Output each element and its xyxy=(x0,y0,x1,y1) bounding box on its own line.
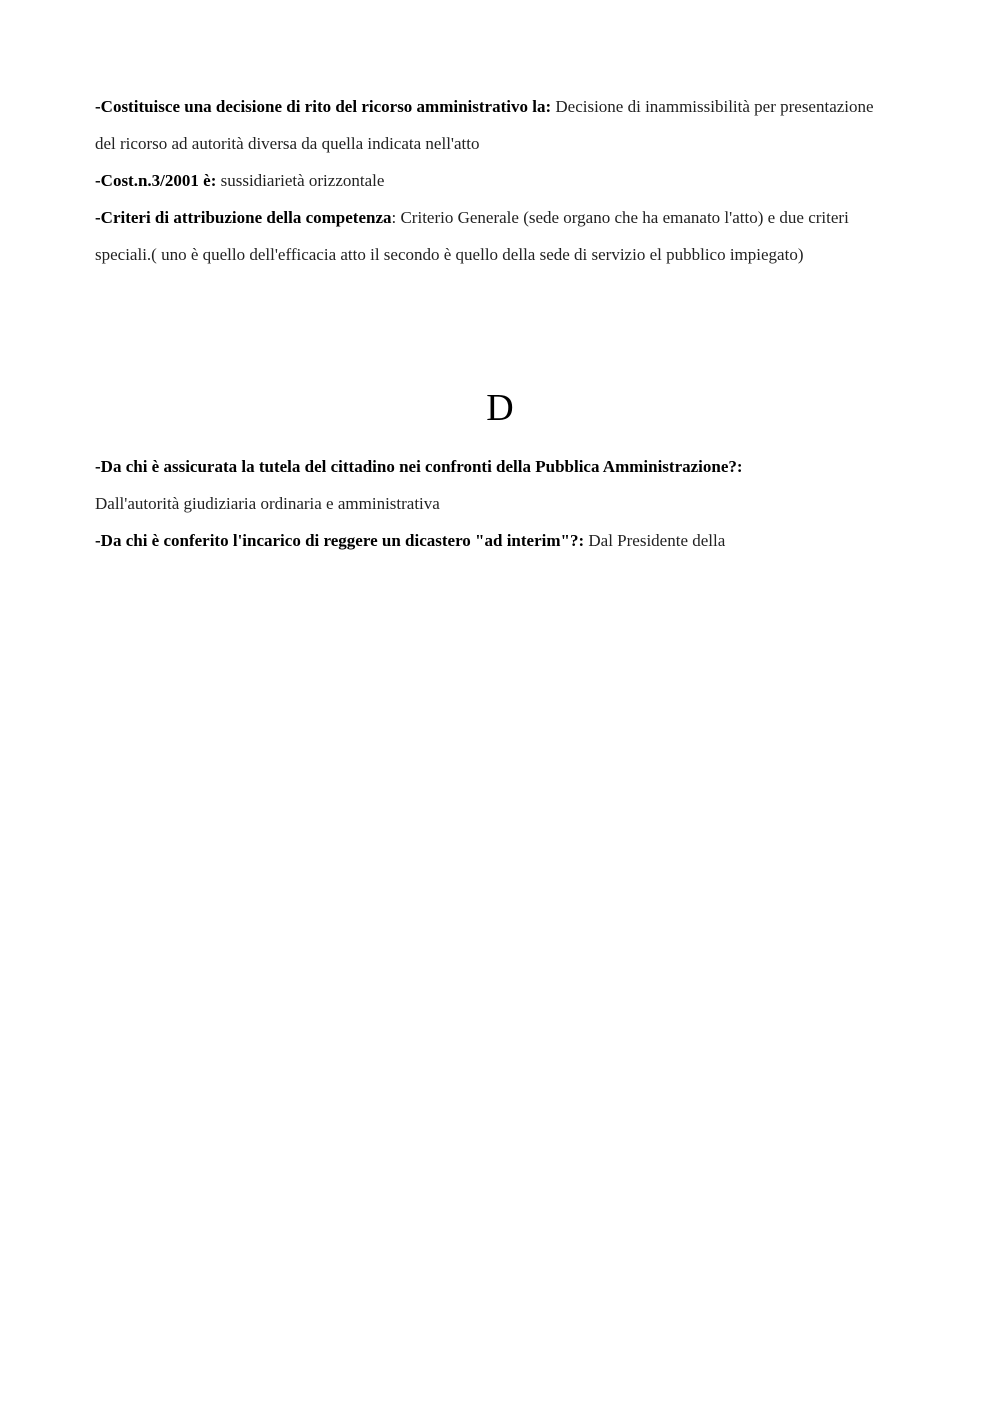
document-page xyxy=(95,88,885,550)
entry-answer: Dal Presidente della xyxy=(584,531,726,550)
entry-question: -Da chi è assicurata la tutela del cittadino nei confronti della Pubblica Amministrazione?: xyxy=(95,457,743,476)
entry-answer: sussidiarietà orizzontale xyxy=(216,171,385,190)
entry-tutela-cittadino xyxy=(95,448,885,522)
entry-answer: : Criterio Generale (sede organo che ha emanato l'atto) e due criteri speciali.( uno è quello dell'efficacia atto il secondo è quello della sede di servizio el pubblico impiegato) xyxy=(95,208,849,264)
entry-question: -Cost.n.3/2001 è: xyxy=(95,171,217,190)
entry-question: -Costituisce una decisione di rito del ricorso amministrativo la: xyxy=(95,97,552,116)
section-d-entries xyxy=(95,448,885,559)
entry-question: -Da chi è conferito l'incarico di reggere un dicastero "ad interim"?: xyxy=(95,531,585,550)
entry-answer: Dall'autorità giudiziaria ordinaria e amministrativa xyxy=(95,494,440,513)
entry-decisione-di-rito xyxy=(95,88,885,162)
entry-cost-3-2001 xyxy=(95,162,885,199)
entry-question: -Criteri di attribuzione della competenza xyxy=(95,208,392,227)
entry-answer: Decisione di inammissibilità per presentazione del ricorso ad autorità diversa da quella indicata nell'atto xyxy=(95,97,874,153)
entry-ad-interim xyxy=(95,522,885,559)
section-heading-d: D xyxy=(486,387,514,429)
entry-criteri-competenza xyxy=(95,199,885,273)
